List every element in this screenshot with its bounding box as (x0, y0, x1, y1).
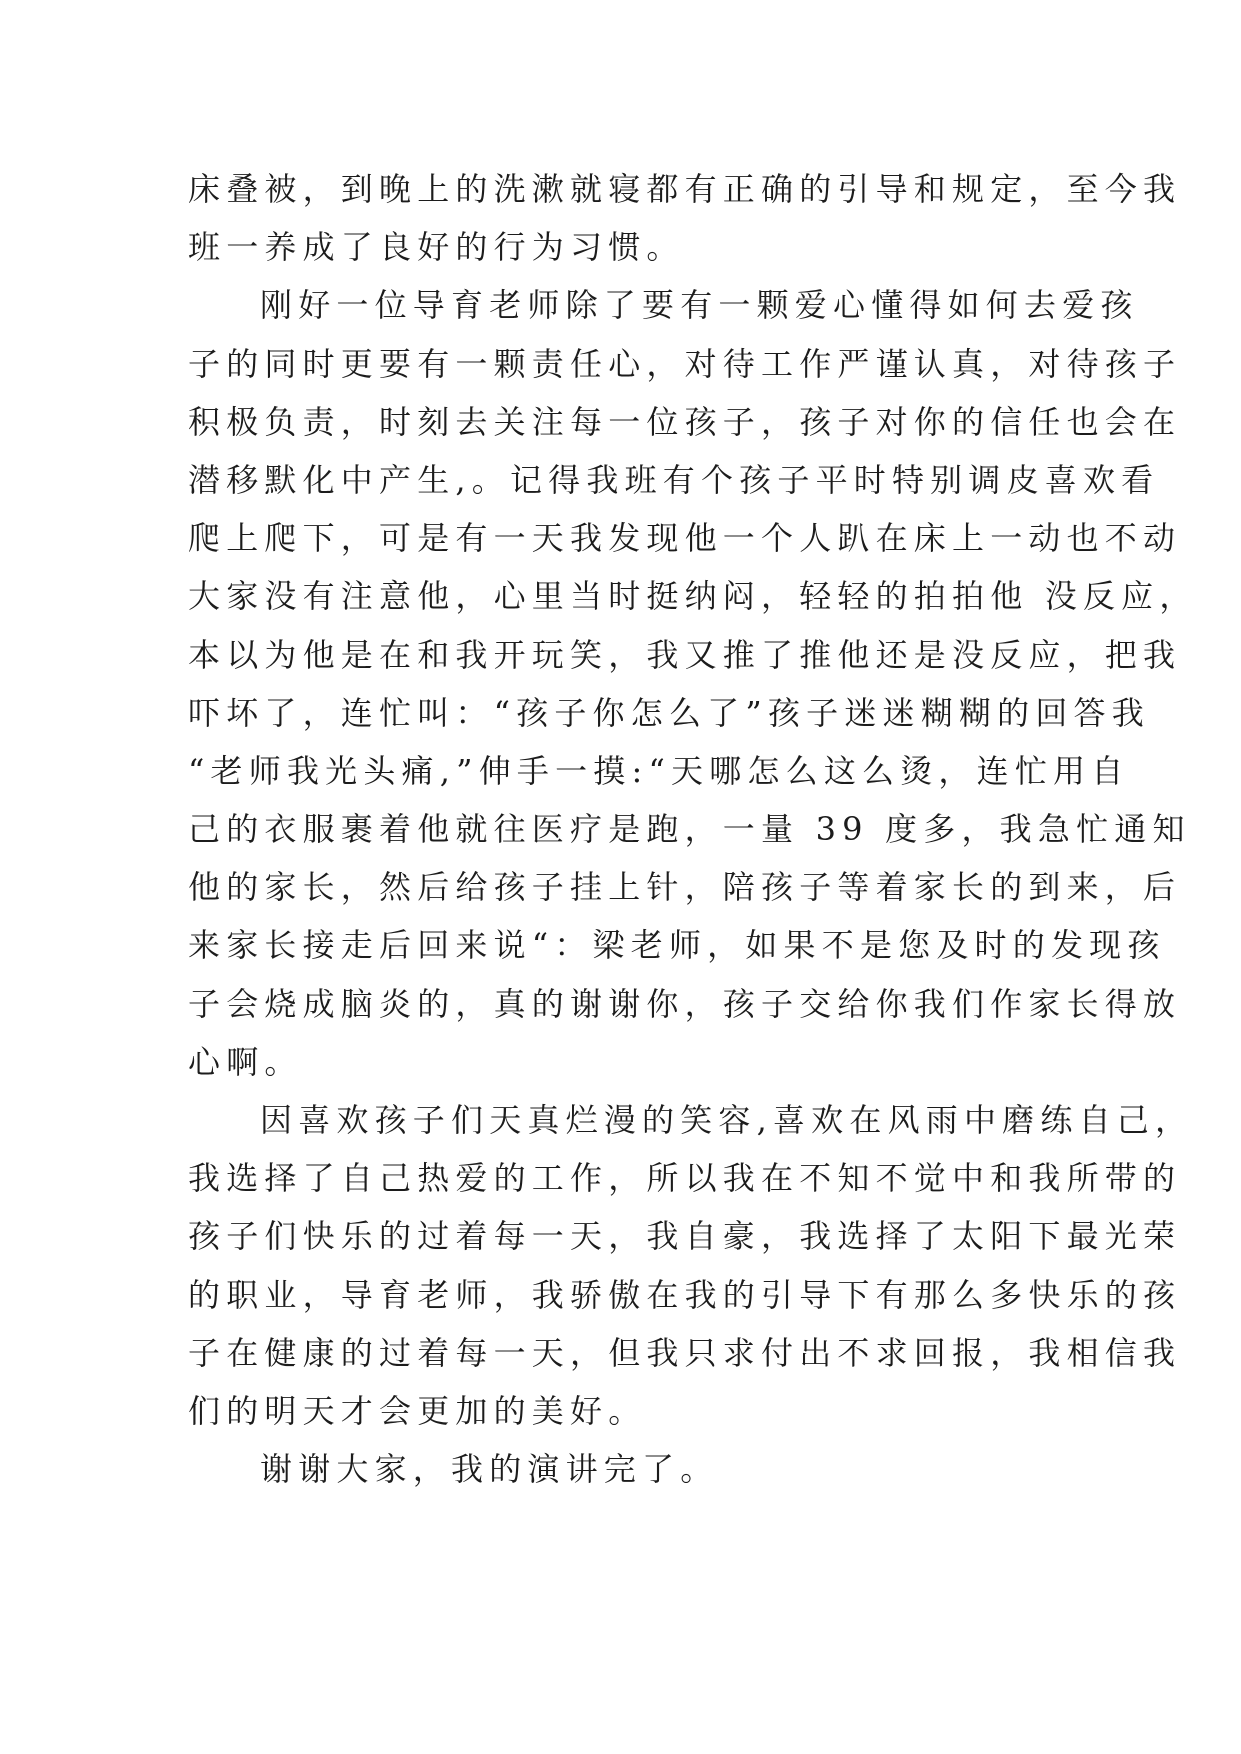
paragraph-start-line: 因喜欢孩子们天真烂漫的笑容,喜欢在风雨中磨练自己， (260, 1101, 1194, 1139)
text-line: 本以为他是在和我开玩笑，我又推了推他还是没反应，把我 (188, 635, 1182, 674)
text-line: 子的同时更要有一颗责任心，对待工作严谨认真，对待孩子 (188, 344, 1182, 383)
text-line: 子在健康的过着每一天，但我只求付出不求回报，我相信我 (188, 1333, 1182, 1372)
paragraph-start-line: 谢谢大家，我的演讲完了。 (260, 1450, 719, 1489)
document-body (188, 160, 1198, 1498)
text-line: 心啊。 (188, 1042, 303, 1081)
text-line: 他的家长，然后给孩子挂上针，陪孩子等着家长的到来，后 (188, 868, 1182, 907)
paragraph-start-line: 刚好一位导育老师除了要有一颗爱心懂得如何去爱孩 (260, 286, 1139, 325)
text-line: 来家长接走后回来说“：梁老师，如果不是您及时的发现孩 (188, 926, 1166, 965)
text-line: 的职业，导育老师，我骄傲在我的引导下有那么多快乐的孩 (188, 1275, 1182, 1314)
text-line: 孩子们快乐的过着每一天，我自豪，我选择了太阳下最光荣 (188, 1217, 1182, 1256)
text-line: 潜移默化中产生,。记得我班有个孩子平时特别调皮喜欢看 (188, 460, 1160, 499)
text-line: 己的衣服裹着他就往医疗是跑，一量 39 度多，我急忙通知 (188, 810, 1191, 849)
text-line: 床叠被，到晚上的洗漱就寝都有正确的引导和规定，至今我 (188, 170, 1182, 208)
text-line: “老师我光头痛,”伸手一摸:“天哪怎么这么烫，连忙用自 (188, 751, 1130, 790)
text-line: 子会烧成脑炎的，真的谢谢你，孩子交给你我们作家长得放 (188, 984, 1182, 1023)
text-line: 班一养成了良好的行为习惯。 (188, 228, 685, 267)
text-line: 爬上爬下，可是有一天我发现他一个人趴在床上一动也不动 (188, 519, 1182, 558)
text-line: 吓坏了，连忙叫：“孩子你怎么了”孩子迷迷糊糊的回答我 (188, 693, 1150, 732)
text-line: 大家没有注意他，心里当时挺纳闷，轻轻的拍拍他 没反应， (188, 577, 1198, 616)
text-line: 们的明天才会更加的美好。 (188, 1391, 647, 1430)
text-line: 我选择了自己热爱的工作，所以我在不知不觉中和我所带的 (188, 1159, 1182, 1198)
text-line: 积极负责，时刻去关注每一位孩子，孩子对你的信任也会在 (188, 402, 1182, 441)
